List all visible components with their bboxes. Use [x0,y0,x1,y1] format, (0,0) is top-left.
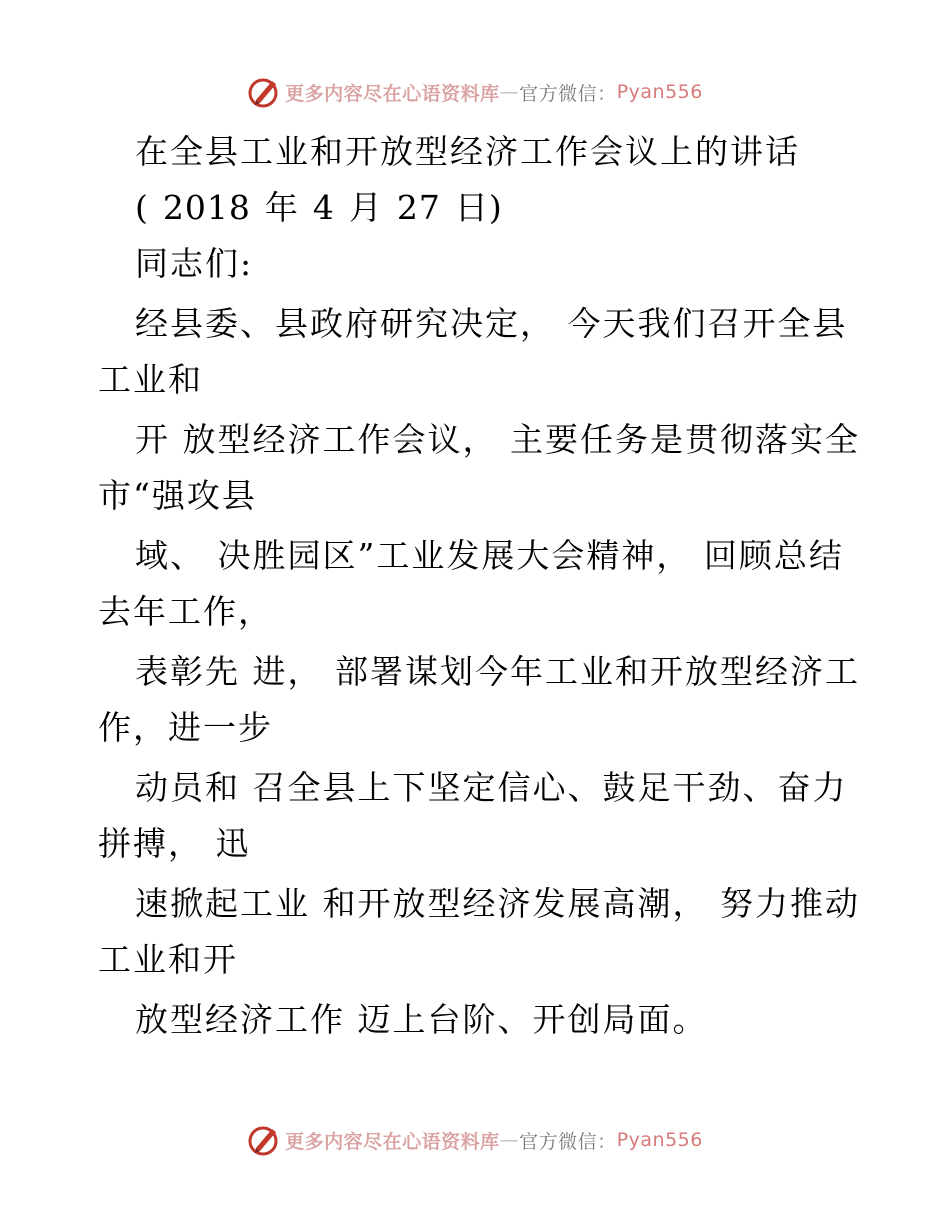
paragraph-line: 拼搏， 迅 [98,824,251,863]
footer-watermark [0,1120,950,1160]
pen-logo-icon [247,75,281,109]
watermark-wechat-id: Pyan556 [616,81,703,103]
watermark-dash: — [499,1129,520,1151]
paragraph-line: 动员和 召全县上下坚定信心、鼓足干劲、奋力 [135,768,848,807]
salutation: 同志们: [135,244,254,283]
pen-logo-icon [247,1123,281,1157]
paragraph-line: 作，进一步 [98,708,273,747]
date-month-unit: 月 [348,188,383,227]
watermark-dash: — [499,81,520,103]
header-watermark [0,72,950,112]
date-year-unit: 年 [264,188,299,227]
date-month: 4 [312,188,335,227]
paragraph-line: 域、 决胜园区”工业发展大会精神， 回顾总结 [135,536,844,575]
watermark-official-label: 官方微信： [519,82,617,105]
watermark-main-text: 更多内容尽在心语资料库 [285,1130,500,1153]
watermark-wechat-id: Pyan556 [616,1129,703,1151]
paragraph-line: 经县委、县政府研究决定， 今天我们召开全县 [135,304,848,343]
paragraph-line: 放型经济工作 迈上台阶、开创局面。 [135,1000,708,1039]
paragraph-line: 工业和 [98,360,203,399]
date-day-unit: 日) [454,188,503,227]
paragraph-line: 表彰先 进， 部署谋划今年工业和开放型经济工 [135,652,860,691]
document-title: 在全县工业和开放型经济工作会议上的讲话 [135,132,800,171]
paragraph-line: 开 放型经济工作会议， 主要任务是贯彻落实全 [135,420,860,459]
document-date [135,182,503,234]
watermark-official-label: 官方微信： [519,1130,617,1153]
paragraph-line: 市“强攻县 [98,476,257,515]
date-year: 2018 [162,188,251,227]
date-day: 27 [396,188,441,227]
paragraph-line: 工业和开 [98,940,238,979]
watermark-main-text: 更多内容尽在心语资料库 [285,82,500,105]
date-open-paren: ( [135,188,149,227]
paragraph-line: 去年工作， [98,592,273,631]
paragraph-line: 速掀起工业 和开放型经济发展高潮， 努力推动 [135,884,860,923]
